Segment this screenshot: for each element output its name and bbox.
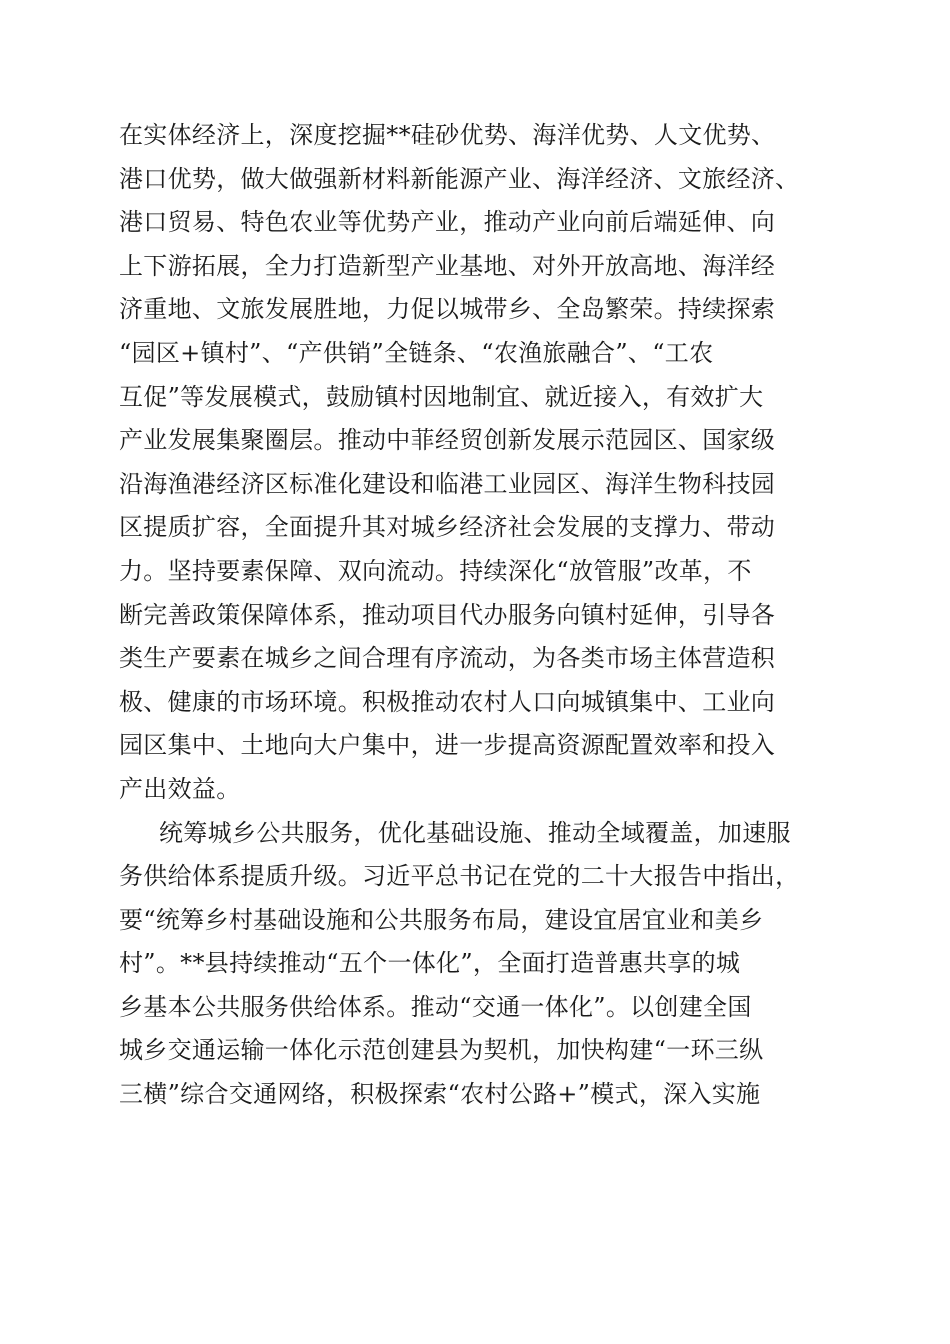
text-line: 济重地、文旅发展胜地，力促以城带乡、全岛繁荣。持续探索 — [119, 295, 776, 324]
text-line: 极、健康的市场环境。积极推动农村人口向城镇集中、工业向 — [119, 687, 776, 716]
text-line: 港口优势，做大做强新材料新能源产业、海洋经济、文旅经济、 — [119, 164, 800, 193]
text-line: 类生产要素在城乡之间合理有序流动，为各类市场主体营造积 — [119, 644, 776, 673]
text-line: 产业发展集聚圈层。推动中菲经贸创新发展示范园区、国家级 — [119, 426, 776, 455]
text-line: 沿海渔港经济区标准化建设和临港工业园区、海洋生物科技园 — [119, 469, 776, 498]
document-body — [119, 118, 831, 1121]
text-line: 园区集中、土地向大户集中，进一步提高资源配置效率和投入 — [119, 731, 776, 760]
text-line: 产出效益。 — [119, 774, 241, 803]
text-line: 在实体经济上，深度挖掘**硅砂优势、海洋优势、人文优势、 — [119, 121, 776, 149]
text-line: 城乡交通运输一体化示范创建县为契机，加快构建“一环三纵 — [119, 1036, 764, 1065]
paragraph-first-line: 统筹城乡公共服务，优化基础设施、推动全域覆盖，加速服 — [159, 818, 791, 847]
text-line: 三横”综合交通网络，积极探索“农村公路+”模式，深入实施 — [119, 1080, 761, 1109]
text-line: 乡基本公共服务供给体系。推动“交通一体化”。以创建全国 — [119, 992, 752, 1021]
text-line: 力。坚持要素保障、双向流动。持续深化“放管服”改革，不 — [119, 556, 752, 585]
text-line: “园区+镇村”、“产供销”全链条、“农渔旅融合”、“工农 — [119, 338, 714, 367]
text-line: 村”。**县持续推动“五个一体化”，全面打造普惠共享的城 — [119, 949, 741, 978]
text-line: 港口贸易、特色农业等优势产业，推动产业向前后端延伸、向 — [119, 208, 776, 237]
text-line: 上下游拓展，全力打造新型产业基地、对外开放高地、海洋经 — [119, 251, 776, 280]
text-line: 务供给体系提质升级。习近平总书记在党的二十大报告中指出， — [119, 862, 800, 891]
text-line: 区提质扩容，全面提升其对城乡经济社会发展的支撑力、带动 — [119, 513, 776, 542]
text-line: 断完善政策保障体系，推动项目代办服务向镇村延伸，引导各 — [119, 600, 776, 629]
text-line: 要“统筹乡村基础设施和公共服务布局，建设宜居宜业和美乡 — [119, 905, 764, 934]
text-line: 互促”等发展模式，鼓励镇村因地制宜、就近接入，有效扩大 — [119, 382, 764, 411]
